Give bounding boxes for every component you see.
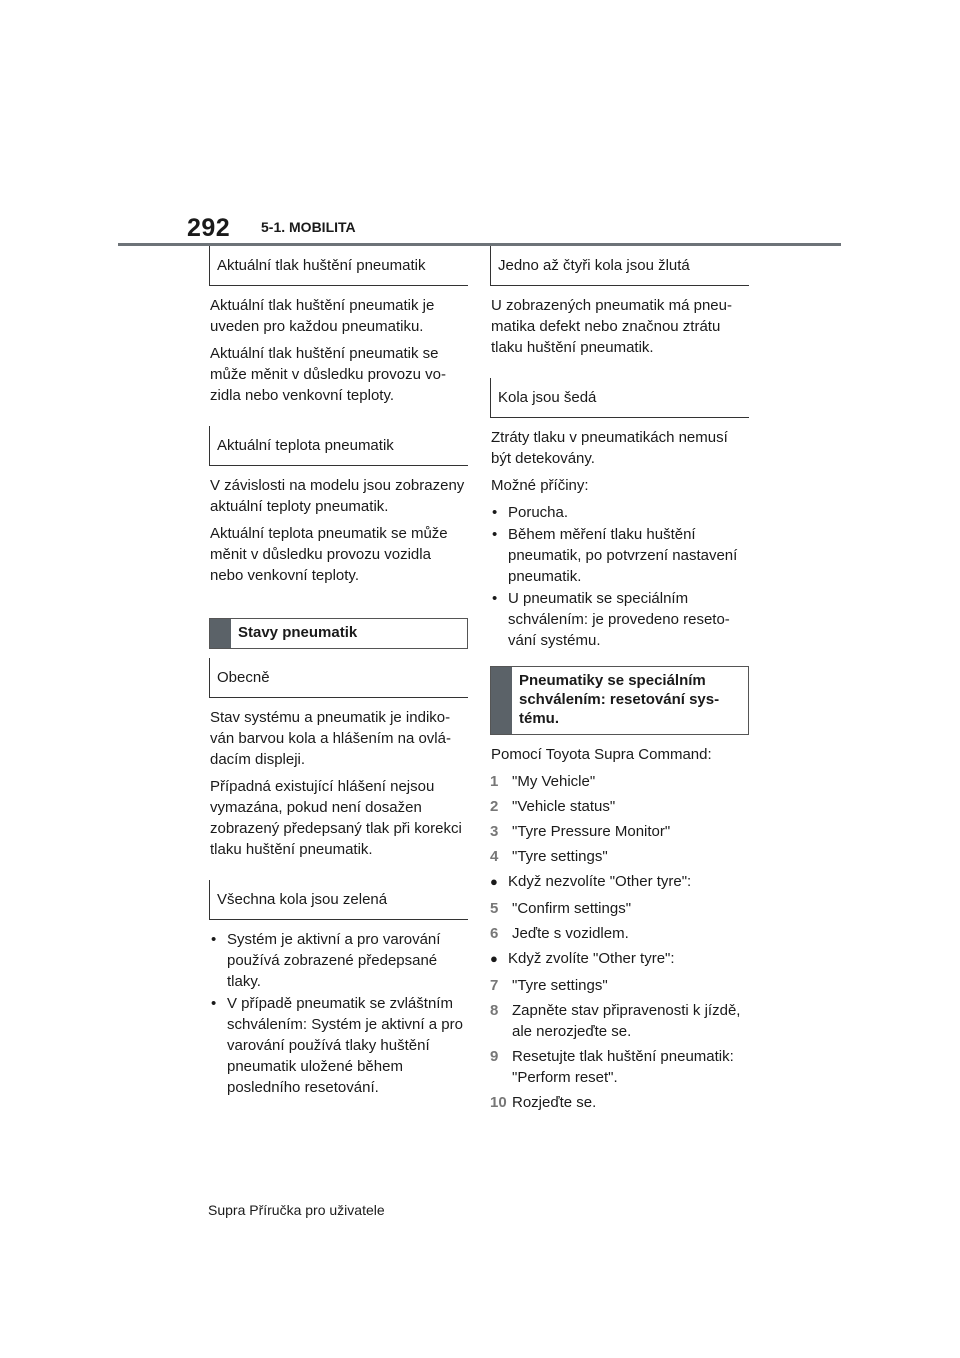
subheading-yellow-wheels: Jedno až čtyři kola jsou žlutá <box>490 246 749 286</box>
paragraph: U zobrazených pneumatik má pneumatika defekt nebo značnou ztrátu tlaku huštění pneumatik. <box>491 297 732 356</box>
subheading-grey-wheels: Kola jsou šedá <box>490 378 749 418</box>
step-number: 6 <box>490 925 499 942</box>
step-text: "Confirm settings" <box>512 900 632 917</box>
step-item <box>490 821 749 842</box>
step-number: 4 <box>490 848 499 865</box>
right-column <box>490 246 749 1117</box>
box-accent-bar <box>210 619 231 648</box>
footer-text: Supra Příručka pro uživatele <box>208 1202 385 1218</box>
step-number: 1 <box>490 773 499 790</box>
step-number: 10 <box>490 1094 507 1111</box>
step-number: 5 <box>490 900 499 917</box>
step-item <box>490 975 749 996</box>
subheading-current-temperature: Aktuální teplota pneumatik <box>209 426 468 466</box>
box-heading: Pneumatiky se speciálním schválením: resetování systému. <box>519 672 720 727</box>
step-text: Zapněte stav připravenosti k jízdě, ale nerozjeďte se. <box>512 1002 741 1040</box>
step-text: Jeďte s vozidlem. <box>512 925 629 942</box>
condition-text: Když zvolíte "Other tyre": <box>508 950 675 967</box>
page-number: 292 <box>187 214 231 242</box>
paragraph: Stav systému a pneumatik je indikován barvou kola a hlášením na ovládacím displeji. <box>210 709 451 768</box>
step-item <box>490 846 749 867</box>
step-item <box>490 1046 749 1088</box>
bullet-item: • Porucha. <box>490 502 749 523</box>
paragraph: Pomocí Toyota Supra Command: <box>491 746 712 763</box>
step-number: 9 <box>490 1048 499 1065</box>
paragraph: Případná existující hlášení nejsou vymazána, pokud není dosažen zobrazený předepsaný tlak při korekci tlaku huštění pneumatik. <box>210 778 462 858</box>
step-text: "Tyre settings" <box>512 977 608 994</box>
condition-text: Když nezvolíte "Other tyre": <box>508 873 692 890</box>
step-item <box>490 923 749 944</box>
section-box-special-approval-reset <box>490 666 749 735</box>
step-item <box>490 1092 749 1113</box>
paragraph: Aktuální tlak huštění pneumatik je uveden pro každou pneumatiku. <box>210 297 435 335</box>
step-text: "Vehicle status" <box>512 798 616 815</box>
paragraph: Možné příčiny: <box>491 477 589 494</box>
step-text: "My Vehicle" <box>512 773 596 790</box>
step-number: 3 <box>490 823 499 840</box>
step-text: "Tyre settings" <box>512 848 608 865</box>
subheading-current-pressure: Aktuální tlak huštění pneumatik <box>209 246 468 286</box>
left-column <box>209 246 468 1099</box>
step-item <box>490 898 749 919</box>
step-item <box>490 771 749 792</box>
paragraph: V závislosti na modelu jsou zobrazeny aktuální teploty pneumatik. <box>210 477 465 515</box>
subheading-general: Obecně <box>209 658 468 698</box>
subheading-all-green: Všechna kola jsou zelená <box>209 880 468 920</box>
step-number: 7 <box>490 977 499 994</box>
filled-circle-icon: ● <box>490 951 498 966</box>
bullet-item: • Systém je aktivní a pro varování používá zobrazené předepsané tlaky. <box>209 929 468 992</box>
condition-item <box>490 871 749 892</box>
step-number: 8 <box>490 1002 499 1019</box>
step-text: Resetujte tlak huštění pneumatik: "Perform reset". <box>512 1048 734 1086</box>
step-item <box>490 1000 749 1042</box>
section-box-tyre-states <box>209 618 468 649</box>
paragraph: Aktuální teplota pneumatik se může měnit v důsledku provozu vozidla nebo venkovní teploty. <box>210 525 448 584</box>
step-text: Rozjeďte se. <box>512 1094 597 1111</box>
paragraph: Aktuální tlak huštění pneumatik se může měnit v důsledku provozu vozidla nebo venkovní teploty. <box>210 345 446 404</box>
step-item <box>490 796 749 817</box>
section-title: 5-1. MOBILITA <box>261 219 356 235</box>
filled-circle-icon: ● <box>490 874 498 889</box>
bullet-item: • V případě pneumatik se zvláštním schválením: Systém je aktivní a pro varování používá tlaky huštění pneumatik uložené během posledního resetování. <box>209 993 468 1098</box>
paragraph: Ztráty tlaku v pneumatikách nemusí být detekovány. <box>491 429 728 467</box>
box-heading: Stavy pneumatik <box>238 624 358 641</box>
step-text: "Tyre Pressure Monitor" <box>512 823 671 840</box>
bullet-item: • Během měření tlaku huštění pneumatik, po potvrzení nastavení pneumatik. <box>490 524 749 587</box>
condition-item <box>490 948 749 969</box>
bullet-list <box>490 502 749 651</box>
bullet-list <box>209 929 468 1098</box>
bullet-item: • U pneumatik se speciálním schválením: je provedeno resetování systému. <box>490 588 749 651</box>
box-accent-bar <box>491 667 512 734</box>
step-number: 2 <box>490 798 499 815</box>
